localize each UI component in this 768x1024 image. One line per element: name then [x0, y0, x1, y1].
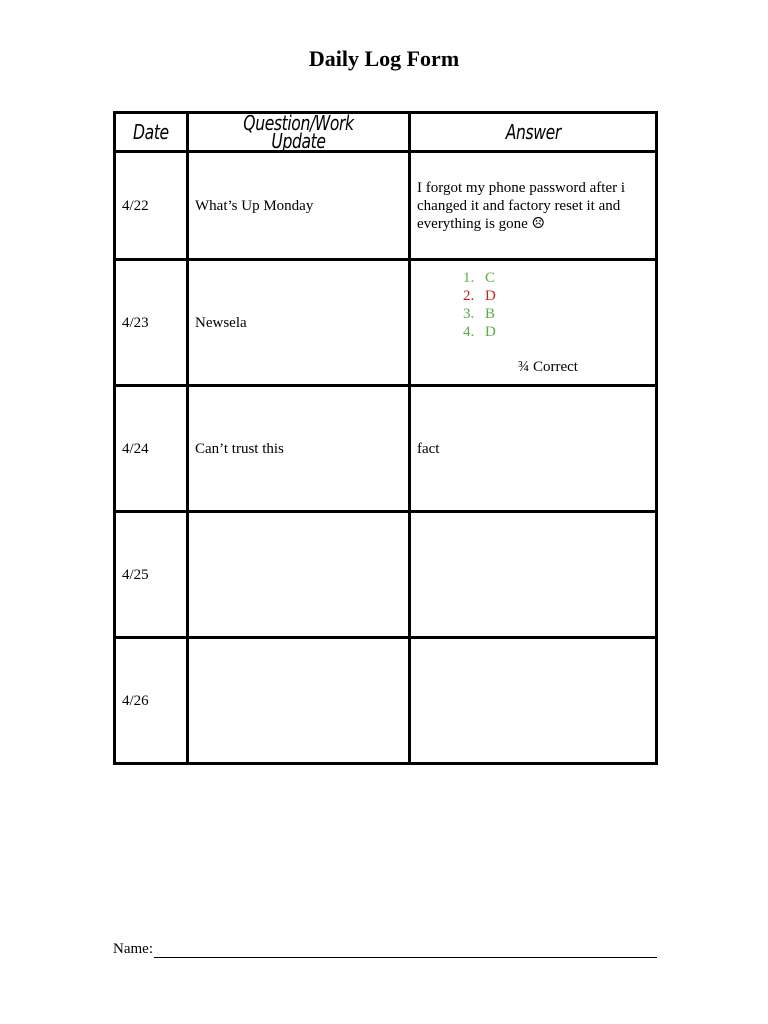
table-header-row: [115, 113, 657, 152]
answer-number: 3.: [463, 306, 475, 322]
date-cell: 4/23: [115, 260, 188, 386]
table-row: [115, 512, 657, 638]
answer-item: [463, 287, 649, 305]
answer-cell: [410, 260, 657, 386]
answer-item: [463, 269, 649, 287]
answer-cell: fact: [410, 386, 657, 512]
column-header-date: Date: [115, 113, 188, 152]
question-cell: Can’t trust this: [188, 386, 410, 512]
answer-letter: C: [485, 270, 496, 286]
answer-letter: D: [485, 288, 496, 304]
answer-letter: D: [485, 324, 496, 340]
date-cell: 4/24: [115, 386, 188, 512]
answer-letter: B: [485, 306, 496, 322]
table-row: [115, 638, 657, 764]
table-row: [115, 386, 657, 512]
daily-log-table: [113, 111, 658, 765]
answer-cell: [410, 512, 657, 638]
question-cell: [188, 638, 410, 764]
answer-number: 4.: [463, 324, 475, 340]
answer-cell: I forgot my phone password after i changed it and factory reset it and everything is gone ☹: [410, 152, 657, 260]
answer-number: 1.: [463, 270, 475, 286]
answer-number: 2.: [463, 288, 475, 304]
name-label: Name:: [113, 941, 153, 957]
question-cell: Newsela: [188, 260, 410, 386]
date-cell: 4/26: [115, 638, 188, 764]
answer-list: [417, 269, 649, 341]
table-row: [115, 152, 657, 260]
answer-item: [463, 323, 649, 341]
page-title: Daily Log Form: [308, 46, 460, 71]
answer-cell: [410, 638, 657, 764]
table-row: [115, 260, 657, 386]
score-text: ¾ Correct: [518, 359, 578, 375]
answer-item: [463, 305, 649, 323]
name-underline[interactable]: [154, 941, 657, 958]
name-field[interactable]: [113, 941, 657, 958]
question-cell: What’s Up Monday: [188, 152, 410, 260]
question-cell: [188, 512, 410, 638]
column-header-answer: Answer: [410, 113, 657, 152]
column-header-question: Question/Work Update: [188, 113, 410, 152]
date-cell: 4/25: [115, 512, 188, 638]
date-cell: 4/22: [115, 152, 188, 260]
